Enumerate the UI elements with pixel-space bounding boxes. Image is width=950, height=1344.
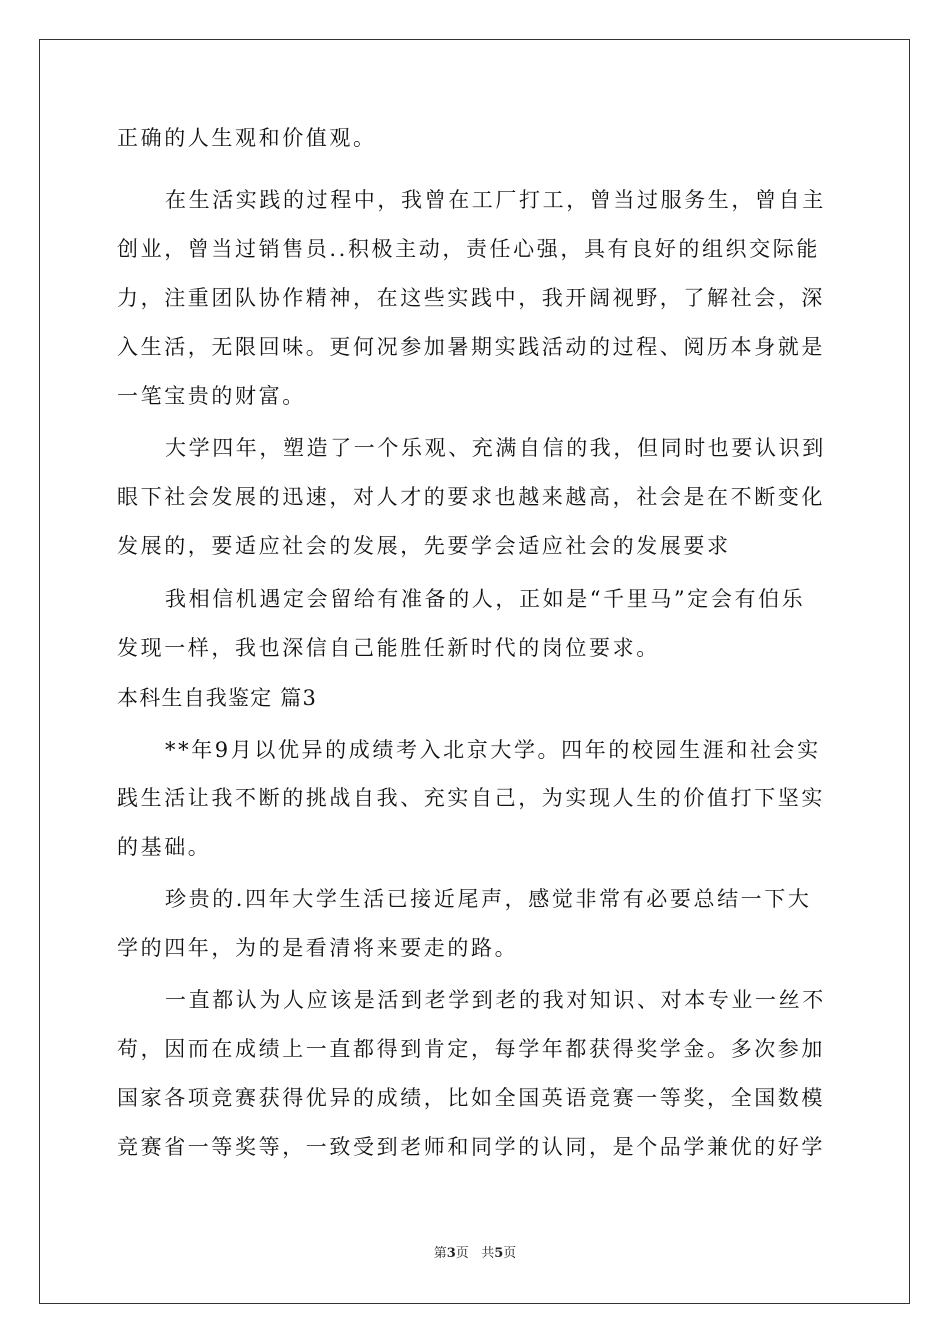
text-line: 学的四年，为的是看清将来要走的路。	[117, 936, 519, 960]
text-line: 珍贵的.四年大学生活已接近尾声，感觉非常有必要总结一下大	[165, 887, 812, 911]
total-prefix: 共	[481, 1246, 495, 1261]
text-line: 入生活，无限回味。更何况参加暑期实践活动的过程、阅历本身就是	[117, 335, 825, 359]
text-line: 践生活让我不断的挑战自我、充实自己，为实现人生的价值打下坚实	[117, 786, 825, 810]
text-line: 一笔宝贵的财富。	[117, 384, 306, 408]
text-line: 发现一样，我也深信自己能胜任新时代的岗位要求。	[117, 636, 660, 660]
total-page-count: 5	[494, 1246, 504, 1261]
text-line: 苟，因而在成绩上一直都得到肯定，每学年都获得奖学金。多次参加	[117, 1037, 825, 1061]
text-line: **年9月以优异的成绩考入北京大学。四年的校园生涯和社会实	[165, 738, 821, 762]
text-line: 创业，曾当过销售员..积极主动，责任心强，具有良好的组织交际能	[117, 237, 820, 261]
text-line: 我相信机遇定会留给有准备的人，正如是“千里马”定会有伯乐	[165, 587, 806, 611]
page-footer	[0, 1246, 950, 1262]
text-line: 竞赛省一等奖等，一致受到老师和同学的认同，是个品学兼优的好学	[117, 1135, 825, 1159]
page-border	[39, 39, 910, 1304]
section-heading: 本科生自我鉴定 篇3	[117, 686, 318, 710]
text-line: 正确的人生观和价值观。	[117, 126, 377, 150]
text-line: 的基础。	[117, 835, 212, 859]
text-line: 力，注重团队协作精神，在这些实践中，我开阔视野，了解社会，深	[117, 286, 825, 310]
text-line: 眼下社会发展的迅速，对人才的要求也越来越高，社会是在不断变化	[117, 485, 825, 509]
text-line: 发展的，要适应社会的发展，先要学会适应社会的发展要求	[117, 534, 731, 558]
page-prefix: 第	[433, 1246, 447, 1261]
page-suffix: 页	[455, 1246, 469, 1261]
total-suffix: 页	[503, 1246, 517, 1261]
current-page-number: 3	[446, 1246, 456, 1261]
text-line: 国家各项竞赛获得优异的成绩，比如全国英语竞赛一等奖，全国数模	[117, 1086, 825, 1110]
text-line: 一直都认为人应该是活到老学到老的我对知识、对本专业一丝不	[165, 988, 826, 1012]
text-line: 大学四年，塑造了一个乐观、充满自信的我，但同时也要认识到	[165, 436, 826, 460]
text-line: 在生活实践的过程中，我曾在工厂打工，曾当过服务生，曾自主	[165, 188, 826, 212]
